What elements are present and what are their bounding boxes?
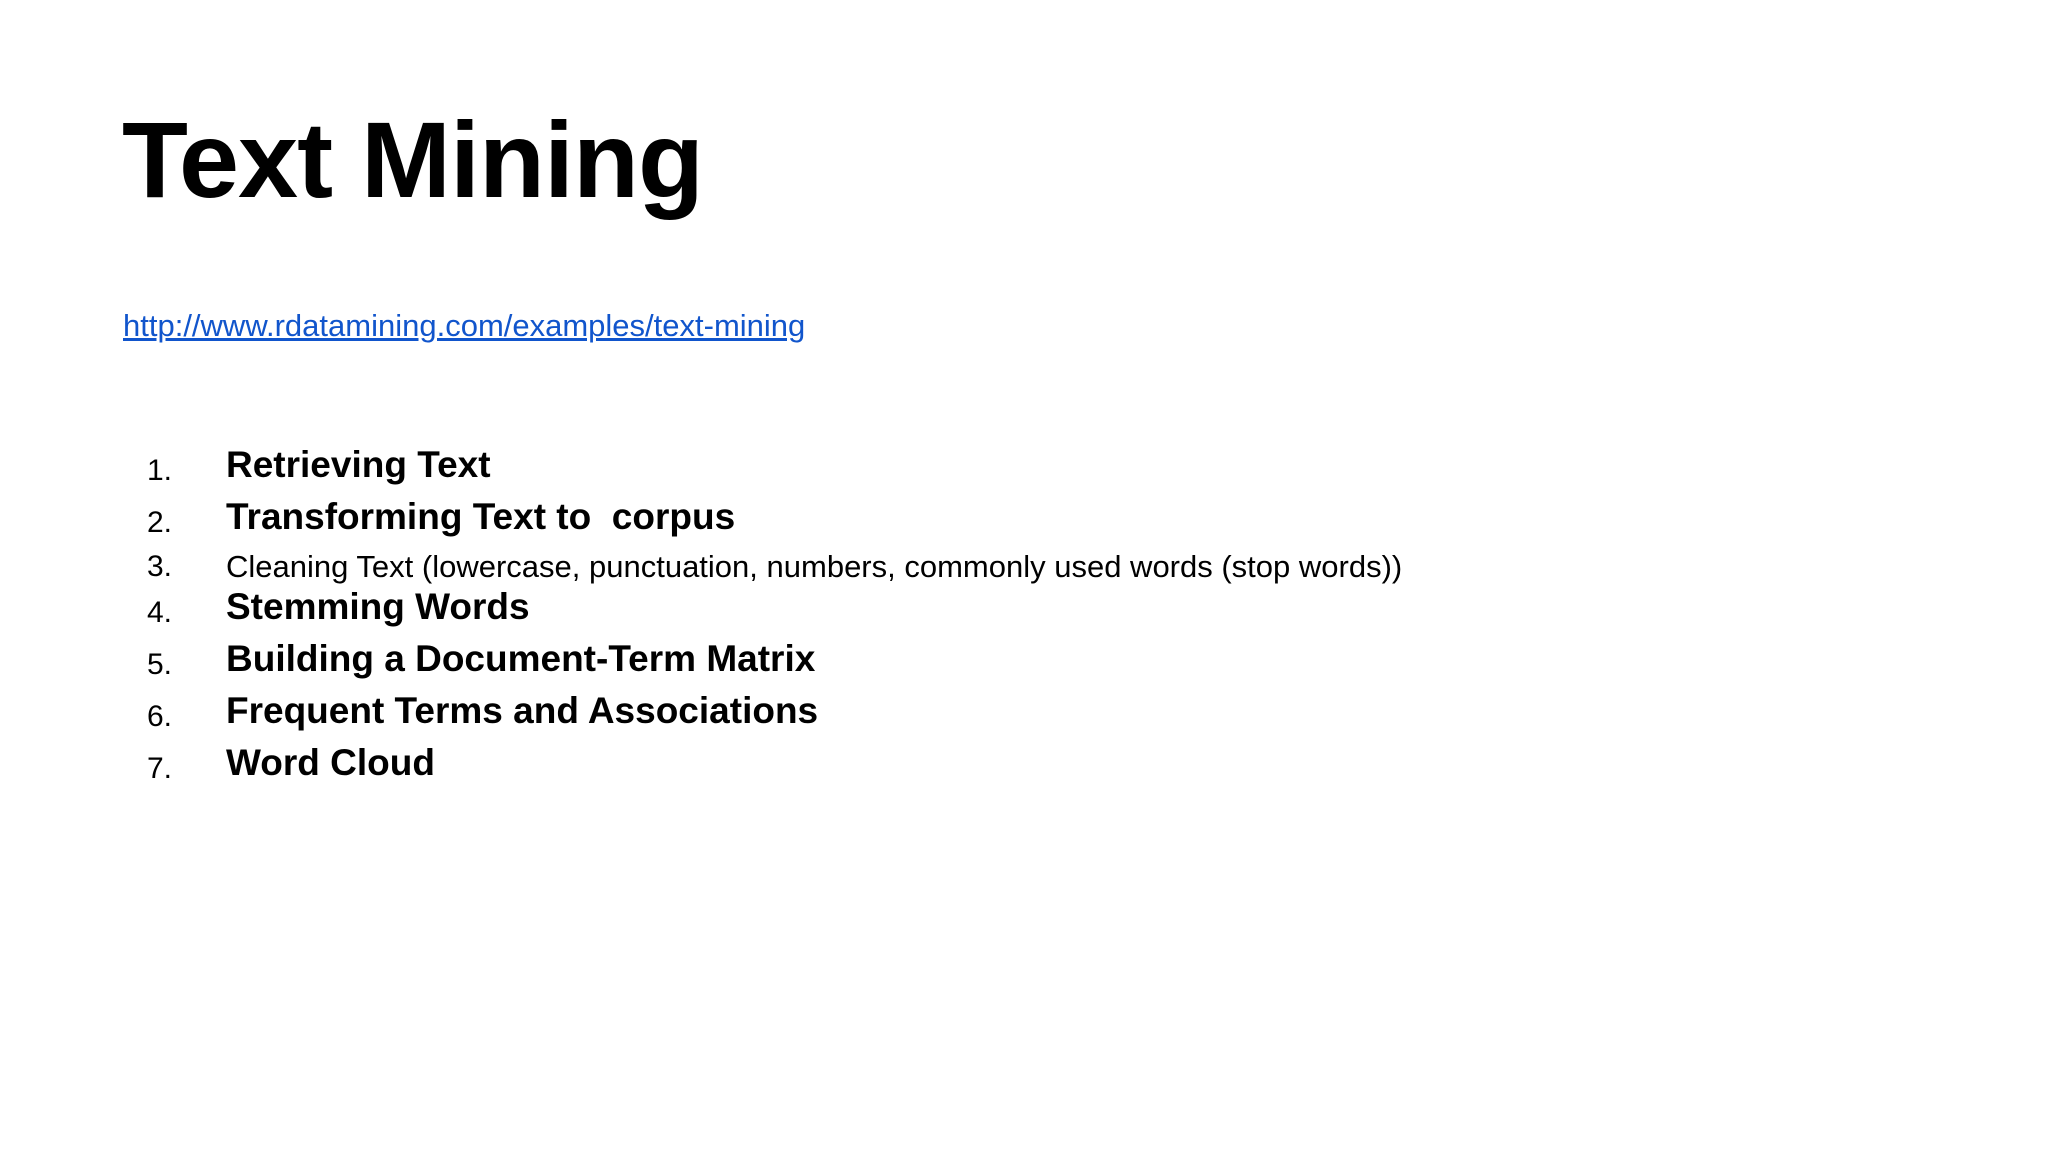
list-number: 3.	[147, 550, 173, 583]
list-item-document-term-matrix	[0, 638, 1700, 690]
list-item-label: Transforming Text to corpus	[226, 496, 736, 537]
list-item-stemming-words	[0, 586, 1700, 638]
list-number: 4.	[147, 596, 173, 629]
list-item-word-cloud	[0, 742, 1700, 794]
list-number: 5.	[147, 648, 173, 681]
list-number: 7.	[147, 752, 173, 785]
list-item-retrieving-text	[0, 444, 1700, 496]
slide-title: Text Mining	[122, 99, 703, 220]
list-item-label: Cleaning Text (lowercase, punctuation, numbers, commonly used words (stop words))	[226, 549, 1403, 584]
list-item-label: Retrieving Text	[226, 444, 491, 485]
list-item-label: Building a Document-Term Matrix	[226, 638, 816, 679]
list-number: 6.	[147, 700, 173, 733]
list-item-transforming-text	[0, 496, 1700, 548]
list-number: 2.	[147, 506, 173, 539]
list-item-frequent-terms	[0, 690, 1700, 742]
list-item-label: Stemming Words	[226, 586, 530, 627]
list-item-label: Frequent Terms and Associations	[226, 690, 819, 731]
list-item-label: Word Cloud	[226, 742, 435, 783]
list-number: 1.	[147, 454, 173, 487]
reference-link[interactable]: http://www.rdatamining.com/examples/text-mining	[123, 308, 806, 343]
